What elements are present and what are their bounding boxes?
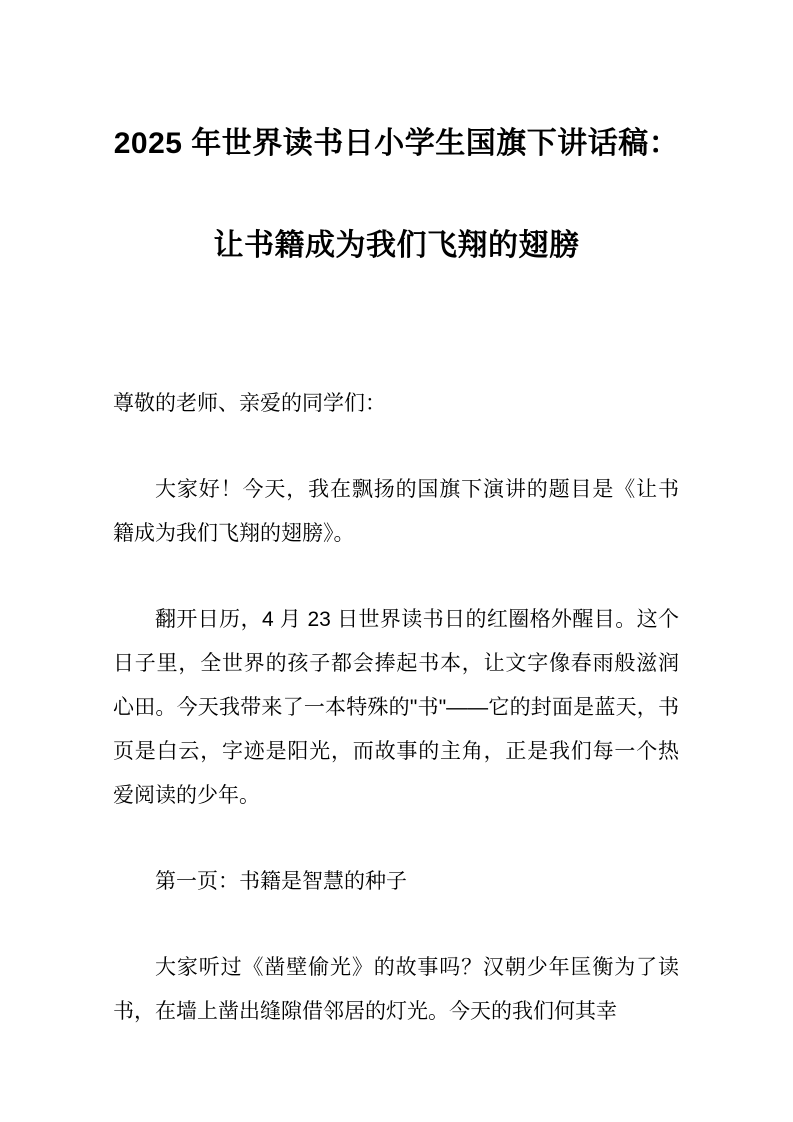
paragraph-opening-greeting: 大家好！今天，我在飘扬的国旗下演讲的题目是《让书籍成为我们飞翔的翅膀》。	[113, 478, 679, 545]
paragraph-kuangheng-story: 大家听过《凿壁偷光》的故事吗？汉朝少年匡衡为了读书，在墙上凿出缝隙借邻居的灯光。今天的我们何其幸	[113, 956, 679, 1023]
section-heading-first-page: 第一页：书籍是智慧的种子	[155, 870, 407, 893]
document-title-line1: 2025 年世界读书日小学生国旗下讲话稿：	[113, 127, 680, 160]
salutation-line: 尊敬的老师、亲爱的同学们：	[113, 392, 386, 415]
paragraph-reading-day: 翻开日历，4 月 23 日世界读书日的红圈格外醒目。这个日子里，全世界的孩子都会捧起书本，让文字像春雨般滋润心田。今天我带来了一本特殊的"书"——它的封面是蓝天，书页是白云，字迹是阳光，而故事的主角，正是我们每一个热爱阅读的少年。	[113, 608, 679, 807]
document-title-line2: 让书籍成为我们飞翔的翅膀	[213, 229, 580, 262]
document-body	[113, 382, 679, 1034]
